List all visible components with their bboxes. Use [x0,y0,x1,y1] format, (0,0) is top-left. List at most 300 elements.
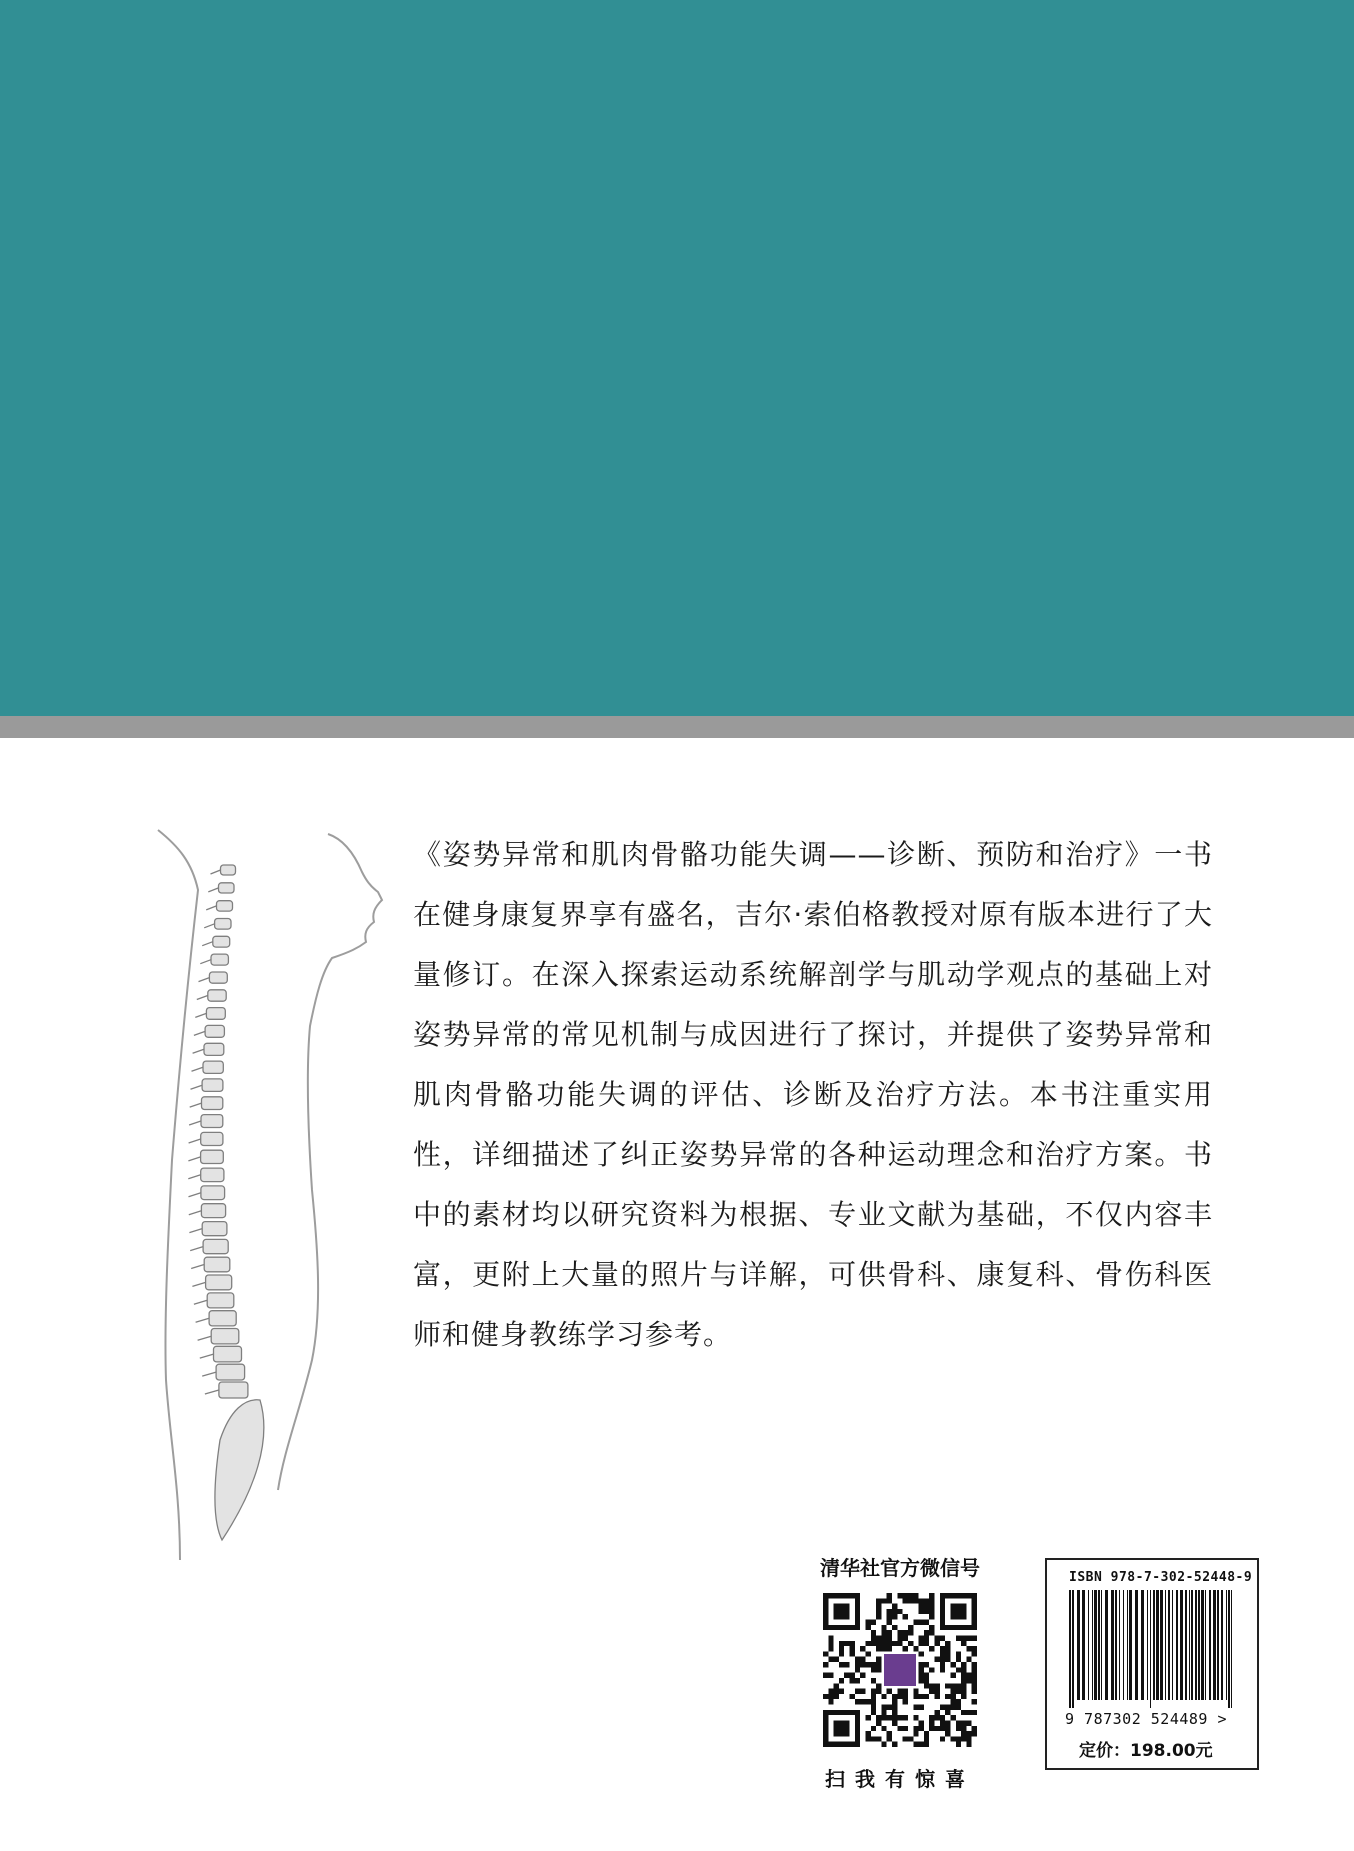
barcode-bar [1180,1590,1183,1700]
qr-module [871,1689,876,1694]
qr-module [961,1720,966,1725]
qr-module [972,1667,977,1672]
qr-module [881,1641,886,1646]
qr-module [913,1598,918,1603]
vertebra-process [189,1121,201,1125]
barcode-bar [1077,1590,1080,1700]
qr-module [919,1662,924,1667]
qr-module [940,1593,977,1598]
qr-module [972,1635,977,1640]
vertebra-process [192,1067,204,1071]
qr-module [940,1646,945,1651]
vertebra-process [191,1085,203,1089]
qr-module [876,1614,881,1619]
vertebra-shape [204,1043,224,1055]
qr-module [919,1651,924,1656]
vertebra-shape [201,1204,225,1218]
qr-module [850,1694,855,1699]
qr-module [929,1604,934,1609]
vertebra-shape [216,1364,245,1380]
qr-module [897,1609,902,1614]
barcode-bar [1195,1590,1197,1700]
qr-module [972,1678,977,1683]
qr-module [950,1694,955,1699]
vertebra-shape [207,1293,234,1308]
qr-module [839,1651,844,1656]
qr-module [903,1736,908,1741]
book-description: 《姿势异常和肌肉骨骼功能失调——诊断、预防和治疗》一书在健身康复界享有盛名，吉尔·索伯格教授对原有版本进行了大量修订。在深入探索运动系统解剖学与肌动学观点的基础上对姿势异常的常见机制与成因进行了探讨，并提供了姿势异常和肌肉骨骼功能失调的评估、诊断及治疗方法。本书注重实用性，详细描述了纠正姿势异常的各种运动理念和治疗方案。书中的素材均以研究资料为根据、专业文献为基础，不仅内容丰富，更附上大量的照片与详解，可供骨科、康复科、骨伤科医师和健身教练学习参考。 [413,838,1213,1351]
qr-module [865,1736,870,1741]
qr-module [950,1736,955,1741]
qr-module [850,1678,855,1683]
qr-logo-mark [884,1654,916,1686]
qr-module [945,1705,950,1710]
qr-module [871,1710,876,1715]
qr-module [961,1683,966,1688]
qr-module [881,1625,886,1630]
barcode-bar [1094,1590,1097,1700]
qr-module [871,1667,876,1672]
vertebra-shape [206,1008,225,1020]
qr-module [919,1609,924,1614]
qr-module [924,1683,929,1688]
qr-module [913,1694,918,1699]
qr-module [908,1736,913,1741]
qr-module [950,1604,966,1620]
qr-module [950,1662,955,1667]
vertebra-process [197,996,208,1000]
barcode-bar [1082,1590,1085,1700]
vertebra-shape [211,954,228,965]
barcode-box [1045,1558,1259,1770]
qr-module [966,1673,971,1678]
qr-module [945,1720,950,1725]
barcode-bar [1191,1590,1193,1700]
qr-module [876,1657,881,1662]
barcode-bar [1226,1590,1227,1700]
qr-module [966,1720,971,1725]
vertebra-process [189,1229,202,1233]
qr-module [956,1667,961,1672]
qr-module [940,1726,945,1731]
qr-module [924,1609,929,1614]
qr-module [855,1689,860,1694]
qr-module [892,1614,897,1619]
qr-module [903,1694,908,1699]
qr-module [887,1705,892,1710]
qr-module [892,1720,897,1725]
qr-module [887,1641,892,1646]
qr-module [913,1742,918,1747]
qr-module [913,1593,918,1598]
qr-module [972,1662,977,1667]
barcode-bar [1201,1590,1204,1700]
qr-module [897,1726,902,1731]
vertebra-process [189,1193,201,1197]
qr-module [871,1736,876,1741]
qr-module [903,1689,908,1694]
qr-module [908,1625,913,1630]
qr-module [860,1657,865,1662]
qr-module [972,1710,977,1715]
vertebra-process [200,960,211,964]
barcode-bar [1072,1590,1074,1708]
qr-module [903,1614,908,1619]
qr-module [887,1630,892,1635]
vertebra-process [196,1318,210,1322]
barcode-bar [1127,1590,1128,1700]
qr-module [940,1720,945,1725]
qr-module [881,1710,886,1715]
qr-module [945,1694,950,1699]
qr-module [913,1646,918,1651]
vertebra-process [190,1103,202,1107]
qr-module [897,1641,902,1646]
qr-module [961,1641,966,1646]
qr-module [839,1662,844,1667]
barcode-bar [1160,1590,1163,1700]
qr-footer: 扫我有惊喜 [825,1767,975,1791]
qr-module [871,1678,876,1683]
qr-module [924,1731,929,1736]
qr-module [940,1736,945,1741]
vertebra-shape [209,1311,236,1326]
qr-module [823,1593,860,1598]
qr-module [929,1646,934,1651]
qr-module [860,1689,865,1694]
qr-module [881,1630,886,1635]
qr-module [972,1593,977,1630]
qr-module [924,1598,929,1603]
vertebra-shape [201,1132,223,1145]
qr-module [919,1598,924,1603]
qr-module [956,1720,961,1725]
qr-module [956,1683,961,1688]
vertebra-process [205,1390,219,1394]
qr-module [945,1651,950,1656]
qr-module [897,1689,902,1694]
barcode-bar [1092,1590,1093,1700]
qr-module [897,1630,902,1635]
vertebra-process [202,942,213,946]
qr-module [956,1742,961,1747]
barcode-bar [1209,1590,1211,1700]
qr-module [913,1689,918,1694]
qr-module [823,1710,828,1747]
qr-module [828,1673,833,1678]
vertebra-shape [205,1025,224,1037]
qr-module [881,1742,886,1747]
qr-module [924,1736,929,1741]
qr-module [876,1715,881,1720]
qr-module [966,1731,971,1736]
qr-module [945,1726,950,1731]
qr-module [876,1720,881,1725]
qr-module [972,1699,977,1704]
barcode-bar [1141,1590,1144,1700]
qr-module [892,1710,897,1715]
qr-module [834,1604,850,1620]
qr-module [972,1726,977,1731]
qr-module [956,1689,961,1694]
vertebra-shape [221,865,236,875]
qr-module [956,1726,961,1731]
qr-module [850,1641,855,1646]
qr-module [929,1667,934,1672]
qr-module [940,1625,977,1630]
qr-module [881,1705,886,1710]
qr-module [929,1715,934,1720]
qr-module [887,1635,892,1640]
qr-module [903,1630,908,1635]
vertebra-shape [201,1186,225,1200]
qr-module [950,1699,955,1704]
sacrum-shape [215,1400,264,1540]
qr-module [924,1678,929,1683]
qr-module [903,1715,908,1720]
qr-module [924,1641,929,1646]
qr-module [876,1683,881,1688]
qr-module [966,1710,971,1715]
barcode-bar [1123,1590,1124,1700]
qr-module [839,1678,844,1683]
qr-module [940,1593,945,1630]
qr-module [950,1705,955,1710]
qr-module [897,1715,902,1720]
qr-module [897,1593,902,1598]
qr-module [876,1604,881,1609]
qr-module [940,1667,945,1672]
qr-module [956,1736,961,1741]
qr-module [876,1667,881,1672]
qr-module [924,1742,929,1747]
barcode-bar [1153,1590,1155,1700]
qr-module [887,1689,892,1694]
qr-module [972,1689,977,1694]
barcode-bar [1119,1590,1120,1700]
vertebra-shape [219,883,235,893]
qr-module [876,1736,881,1741]
barcode-bar [1205,1590,1206,1700]
spine-silhouette-icon [150,800,400,1560]
qr-module [972,1673,977,1678]
vertebra-shape [201,1168,224,1182]
qr-module [919,1667,924,1672]
qr-module [966,1678,971,1683]
qr-module [966,1657,971,1662]
qr-module [972,1683,977,1688]
qr-module [908,1630,913,1635]
qr-module [929,1609,934,1614]
qr-module [929,1593,934,1598]
qr-module [940,1635,945,1640]
barcode-bar [1213,1590,1216,1700]
barcode-bar [1176,1590,1178,1700]
qr-module [892,1625,897,1630]
qr-module [919,1720,924,1725]
qr-module [966,1646,971,1651]
qr-module [972,1731,977,1736]
qr-module [913,1731,918,1736]
qr-module [844,1673,849,1678]
teal-color-band [0,0,1354,716]
qr-module [860,1699,865,1704]
qr-module [913,1715,918,1720]
qr-module [935,1635,940,1640]
vertebra-process [189,1139,201,1143]
qr-module [892,1641,897,1646]
vertebra-shape [203,1061,223,1073]
qr-module [924,1694,929,1699]
vertebra-process [188,1157,200,1161]
qr-module [823,1742,860,1747]
qr-module [892,1604,897,1609]
qr-module [935,1710,940,1715]
qr-module [966,1635,971,1640]
qr-module [871,1630,876,1635]
barcode-bar [1105,1590,1108,1700]
qr-module [865,1662,870,1667]
qr-module [839,1646,844,1651]
qr-module [956,1699,961,1704]
qr-module [871,1635,876,1640]
qr-module [924,1673,929,1678]
qr-module [865,1699,870,1704]
qr-module [881,1694,886,1699]
qr-module [850,1646,855,1651]
qr-module [855,1593,860,1630]
barcode-bar [1115,1590,1117,1700]
qr-module [897,1635,902,1640]
qr-module [913,1620,918,1625]
barcode-bar [1217,1590,1219,1700]
qr-module [892,1715,897,1720]
qr-module [855,1657,860,1662]
qr-module [839,1641,844,1646]
qr-module [935,1726,940,1731]
qr-module [871,1726,876,1731]
qr-module [924,1620,929,1625]
qr-module [929,1689,934,1694]
barcode-bar [1198,1590,1200,1700]
qr-module [903,1635,908,1640]
qr-module [929,1726,934,1731]
qr-module [929,1720,934,1725]
qr-module [871,1694,876,1699]
qr-module [929,1630,934,1635]
vertebra-shape [211,1329,239,1344]
vertebra-shape [203,1239,228,1253]
qr-module [855,1699,860,1704]
qr-module [828,1635,833,1640]
qr-module [961,1736,966,1741]
qr-module [834,1657,839,1662]
barcode-bar [1228,1590,1230,1708]
qr-module [860,1673,865,1678]
qr-module [865,1625,870,1630]
qr-module [876,1598,881,1603]
qr-module [876,1609,881,1614]
barcode-bar [1111,1590,1114,1700]
barcode-bar [1069,1590,1071,1708]
barcode-bar [1189,1590,1190,1700]
qr-module [903,1593,908,1598]
qr-module [876,1641,881,1646]
barcode-bar [1156,1590,1159,1700]
qr-module [850,1673,855,1678]
qr-module [881,1646,886,1651]
qr-module [945,1710,950,1715]
qr-module [887,1609,892,1614]
qr-module [892,1705,897,1710]
qr-module [961,1694,966,1699]
isbn-label: ISBN 978-7-302-52448-9 [1069,1570,1253,1585]
vertebra-shape [202,1222,227,1236]
vertebra-shape [201,1150,224,1163]
qr-module [828,1689,833,1694]
qr-module [823,1694,828,1699]
qr-module [828,1699,833,1704]
qr-module [887,1731,892,1736]
qr-module [823,1625,860,1630]
barcode-bar [1088,1590,1089,1700]
qr-module [860,1646,865,1651]
barcode-bar [1101,1590,1102,1700]
qr-module [929,1598,934,1603]
qr-module [855,1667,860,1672]
qr-module [865,1620,870,1625]
qr-module [924,1630,929,1635]
qr-module [940,1715,945,1720]
vertebra-shape [202,1079,223,1092]
qr-module [823,1662,828,1667]
barcode-bar [1165,1590,1166,1700]
qr-module [919,1620,924,1625]
qr-module [892,1694,897,1699]
qr-module [881,1715,886,1720]
qr-code-icon [823,1593,977,1747]
qr-module [871,1641,876,1646]
qr-module [961,1689,966,1694]
qr-module [929,1683,934,1688]
qr-module [940,1705,945,1710]
qr-module [887,1715,892,1720]
qr-module [887,1646,892,1651]
qr-module [966,1736,971,1741]
qr-module [903,1726,908,1731]
qr-module [887,1620,892,1625]
qr-module [908,1593,913,1598]
vertebra-shape [204,1257,230,1272]
qr-module [903,1598,908,1603]
qr-module [961,1673,966,1678]
qr-module [956,1651,961,1656]
barcode-bar [1098,1590,1100,1700]
wechat-qr-block [800,1552,1000,1792]
qr-module [881,1635,886,1640]
vertebra-shape [219,1382,248,1398]
vertebra-shape [206,1275,232,1290]
qr-module [919,1742,924,1747]
isbn-digits: 9 787302 524489 > [1065,1710,1228,1728]
qr-module [945,1646,950,1651]
qr-module [908,1641,913,1646]
vertebra-process [191,1265,204,1269]
qr-module [823,1710,860,1715]
qr-module [844,1662,849,1667]
qr-module [887,1598,892,1603]
qr-module [865,1641,870,1646]
